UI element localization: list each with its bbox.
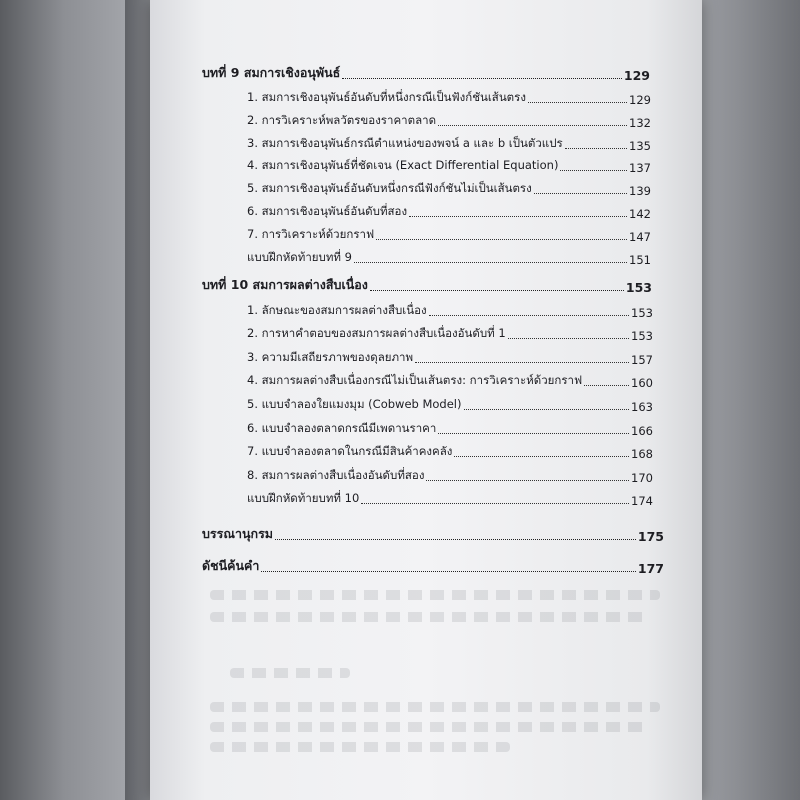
toc-entry[interactable] <box>247 396 653 414</box>
entry-label: 5. แบบจำลองใยแมงมุม (Cobweb Model) <box>247 397 462 411</box>
leader-dots <box>426 480 629 481</box>
page-number: 160 <box>631 376 653 390</box>
leader-dots <box>565 148 627 149</box>
leader-dots <box>438 433 629 434</box>
chapter-title: บทที่ 10 สมการผลต่างสืบเนื่อง <box>202 277 368 292</box>
toc-entry[interactable] <box>247 302 653 320</box>
leader-dots <box>528 102 627 103</box>
chapter-title: ดัชนีค้นคำ <box>202 558 260 573</box>
page-number: 139 <box>629 184 651 198</box>
toc-entry[interactable] <box>247 249 651 267</box>
toc-entry[interactable] <box>247 325 653 343</box>
entry-label: 7. การวิเคราะห์ด้วยกราฟ <box>247 227 375 241</box>
toc-entry[interactable] <box>247 490 653 508</box>
toc-entry[interactable] <box>247 226 651 244</box>
toc-entry[interactable] <box>247 135 651 153</box>
leader-dots <box>275 539 636 540</box>
entry-label: 8. สมการผลต่างสืบเนื่องอันดับที่สอง <box>247 468 425 482</box>
toc-entry[interactable] <box>247 420 653 438</box>
page-number: 132 <box>629 116 651 130</box>
toc-chapter-9[interactable] <box>202 63 650 83</box>
entry-label: 4. สมการผลต่างสืบเนื่องกรณีไม่เป็นเส้นตรง: การวิเคราะห์ด้วยกราฟ <box>247 373 583 387</box>
entry-label: 4. สมการเชิงอนุพันธ์ที่ชัดเจน (Exact Differential Equation) <box>247 158 559 172</box>
toc-entry[interactable] <box>247 89 651 107</box>
entry-label: 3. ความมีเสถียรภาพของดุลยภาพ <box>247 350 414 364</box>
page-number: 153 <box>625 280 652 295</box>
page-number: 175 <box>637 529 664 544</box>
page-number: 163 <box>631 400 653 414</box>
entry-label: แบบฝึกหัดท้ายบทที่ 9 <box>247 250 352 264</box>
leader-dots <box>534 193 627 194</box>
page-number: 166 <box>631 424 653 438</box>
leader-dots <box>354 262 627 263</box>
toc-entry[interactable] <box>247 372 653 390</box>
entry-label: 5. สมการเชิงอนุพันธ์อันดับหนึ่งกรณีฟังก์ชันไม่เป็นเส้นตรง <box>247 181 532 195</box>
leader-dots <box>464 409 630 410</box>
leader-dots <box>429 315 629 316</box>
entry-label: 6. สมการเชิงอนุพันธ์อันดับที่สอง <box>247 204 408 218</box>
page-number: 170 <box>631 471 653 485</box>
entry-label: 7. แบบจำลองตลาดในกรณีมีสินค้าคงคลัง <box>247 444 453 458</box>
toc-entry[interactable] <box>247 443 653 461</box>
toc-index[interactable] <box>202 556 664 576</box>
page-number: 174 <box>631 494 653 508</box>
page-number: 153 <box>631 306 653 320</box>
toc-entry[interactable] <box>247 467 653 485</box>
toc-entry[interactable] <box>247 349 653 367</box>
entry-label: 1. สมการเชิงอนุพันธ์อันดับที่หนึ่งกรณีเป็นฟังก์ชันเส้นตรง <box>247 90 526 104</box>
leader-dots <box>342 78 622 79</box>
page-number: 153 <box>631 329 653 343</box>
page-number: 129 <box>629 93 651 107</box>
leader-dots <box>560 170 627 171</box>
leader-dots <box>584 385 629 386</box>
page-number: 129 <box>623 68 650 83</box>
page-number: 135 <box>629 139 651 153</box>
leader-dots <box>261 571 635 572</box>
toc-entry[interactable] <box>247 157 651 175</box>
leader-dots <box>361 503 629 504</box>
leader-dots <box>376 239 627 240</box>
toc-chapter-10[interactable] <box>202 275 652 295</box>
toc-bibliography[interactable] <box>202 524 664 544</box>
entry-label: 2. การวิเคราะห์พลวัตรของราคาตลาด <box>247 113 437 127</box>
toc-entry[interactable] <box>247 112 651 130</box>
toc-entry[interactable] <box>247 203 651 221</box>
page-number: 137 <box>629 161 651 175</box>
chapter-title: บทที่ 9 สมการเชิงอนุพันธ์ <box>202 65 341 80</box>
leader-dots <box>454 456 629 457</box>
entry-label: แบบฝึกหัดท้ายบทที่ 10 <box>247 491 360 505</box>
entry-label: 1. ลักษณะของสมการผลต่างสืบเนื่อง <box>247 303 427 317</box>
page-number: 147 <box>629 230 651 244</box>
page-number: 168 <box>631 447 653 461</box>
leader-dots <box>508 338 629 339</box>
leader-dots <box>370 290 624 291</box>
page-number: 142 <box>629 207 651 221</box>
chapter-title: บรรณานุกรม <box>202 526 274 541</box>
page-number: 157 <box>631 353 653 367</box>
leader-dots <box>415 362 629 363</box>
leader-dots <box>409 216 627 217</box>
entry-label: 6. แบบจำลองตลาดกรณีมีเพดานราคา <box>247 421 437 435</box>
entry-label: 3. สมการเชิงอนุพันธ์กรณีตำแหน่งของพจน์ a และ b เป็นตัวแปร <box>247 136 563 150</box>
page-number: 151 <box>629 253 651 267</box>
entry-label: 2. การหาคำตอบของสมการผลต่างสืบเนื่องอันดับที่ 1 <box>247 326 506 340</box>
toc-entry[interactable] <box>247 180 651 198</box>
page-number: 177 <box>637 561 664 576</box>
leader-dots <box>438 125 627 126</box>
